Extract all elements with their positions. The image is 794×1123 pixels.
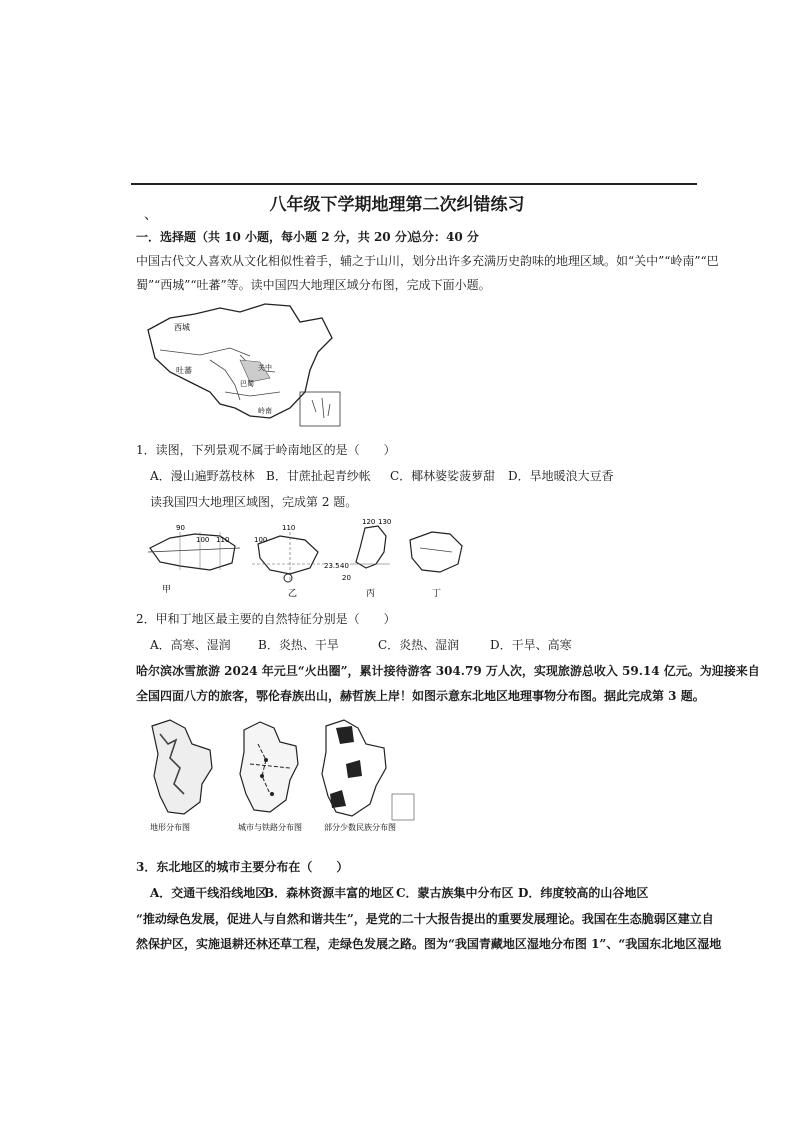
northeast-maps [140,714,420,834]
caption-yi: 乙 [288,589,298,598]
q2-option-d: D．干旱、高寒 [490,638,572,652]
label-guanzhong: 关中 [258,364,272,372]
intro4-line2: 然保护区，实施退耕还林还草工程，走绿色发展之路。图为“我国青藏地区湿地分布图 1”、“我国东北地区湿地 [136,937,722,951]
svg-text:100: 100 [196,536,210,544]
svg-text:130: 130 [378,518,392,526]
svg-text:110: 110 [216,536,230,544]
q1-option-d: D．旱地暖浪大豆香 [508,469,614,483]
q1-stem: 1．读图，下列景观不属于岭南地区的是（ ） [136,443,396,457]
label-bashu: 巴蜀 [240,380,254,388]
svg-text:20: 20 [342,574,351,582]
intro4-line1: “推动绿色发展，促进人与自然和谐共生”，是党的二十大报告提出的重要发展理论。我国在生态脆弱区建立自 [136,912,714,926]
q3-option-c: C．蒙古族集中分布区 [396,886,514,900]
caption-ding: 丁 [432,589,442,598]
intro2-line: 读我国四大地理区域图，完成第 2 题。 [150,495,358,509]
header-rule [131,183,697,185]
q2-stem: 2．甲和丁地区最主要的自然特征分别是（ ） [136,612,396,626]
q2-option-b: B．炎热、干旱 [258,638,339,652]
q2-option-a: A．高寒、湿润 [150,638,231,652]
q3-option-a: A．交通干线沿线地区 [150,886,268,900]
caption-minorities: 部分少数民族分布图 [324,823,396,832]
caption-cities-rail: 城市与铁路分布图 [238,823,302,832]
q1-option-b: B．甘蔗扯起青纱帐 [266,469,371,483]
caption-jia: 甲 [162,585,172,595]
page-mark: 、 [144,207,158,223]
page-title: 八年级下学期地理第二次纠错练习 [269,195,525,215]
svg-text:100: 100 [254,536,268,544]
svg-text:40: 40 [340,562,349,570]
q1-option-a: A．漫山遍野荔枝林 [150,469,255,483]
four-regions-panels [140,518,470,598]
label-tubo: 吐蕃 [176,366,192,375]
q2-option-c: C．炎热、湿润 [378,638,460,652]
intro1-line2: 蜀”“西城”“吐蕃”等。读中国四大地理区域分布图，完成下面小题。 [136,278,491,292]
q3-option-b: B．森林资源丰富的地区 [264,886,395,900]
intro3-line1: 哈尔滨冰雪旅游 2024 年元旦“火出圈”，累计接待游客 304.79 万人次，实现旅游总收入 59.14 亿元。为迎接来自 [136,664,760,678]
svg-text:110: 110 [282,524,296,532]
svg-text:23.5: 23.5 [324,562,340,570]
section-heading: 一．选择题（共 10 小题，每小题 2 分，共 20 分） [136,230,419,244]
q1-option-c: C．椰林婆娑菠萝甜 [390,469,496,483]
china-regions-map [140,300,350,428]
intro3-line2: 全国四面八方的旅客，鄂伦春族出山，赫哲族上岸！如图示意东北地区地理事物分布图。据此完成第 3 题。 [136,689,705,703]
total-score: 总分：40 分 [410,230,479,244]
intro1-line1: 中国古代文人喜欢从文化相似性着手，辅之于山川，划分出许多充满历史韵味的地理区域。如“关中”“岭南”“巴 [136,254,719,268]
caption-bing: 丙 [366,589,376,598]
q3-stem: 3．东北地区的城市主要分布在（ ） [136,860,349,874]
label-xicheng: 西城 [174,323,190,332]
svg-text:90: 90 [176,524,185,532]
caption-terrain: 地形分布图 [150,823,190,832]
label-lingnan: 岭南 [258,407,272,415]
q3-option-d: D．纬度较高的山谷地区 [518,886,649,900]
svg-text:120: 120 [362,518,376,526]
